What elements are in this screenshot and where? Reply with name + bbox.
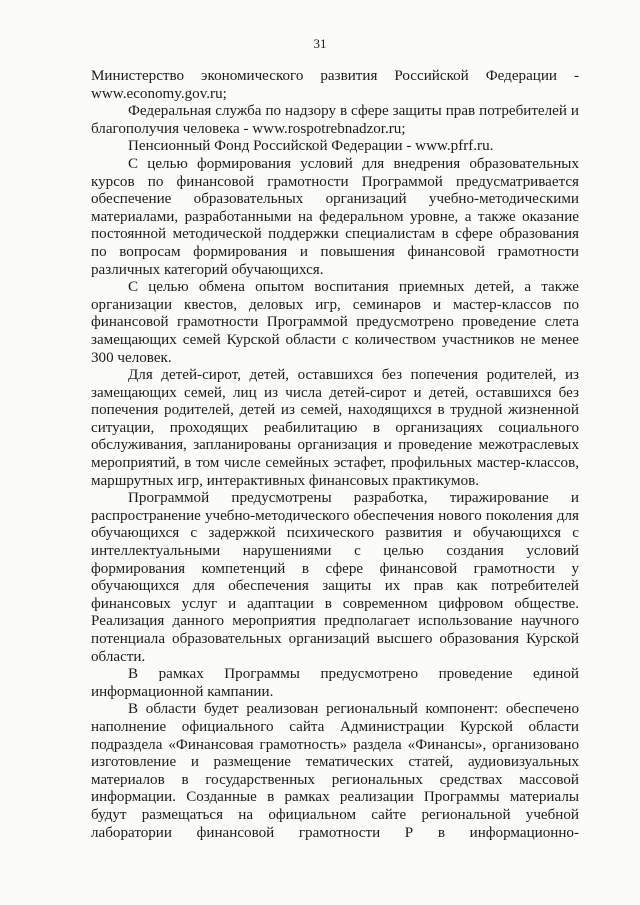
page-number: 31 [313,36,327,51]
paragraph-teaching-materials: Программой предусмотрены разработка, тиражирование и распространение учебно-методического обеспечения нового поколения для обучающихся с задержкой психического развития и обучающихся с интеллектуальными нарушениями с целью создания условий формирования компетенций в сфере финансовой грамотности у обучающихся для обеспечения защиты их прав как потребителей финансовых услуг и адаптации в современном цифровом обществе. Реализация данного мероприятия предполагает использование научного потенциала образовательных организаций высшего образования Курской области. [91,490,579,665]
paragraph-pension-fund: Пенсионный Фонд Российской Федерации - www.pfrf.ru. [128,138,494,155]
paragraph-information-campaign: В рамках Программы предусмотрено проведение единой информационной кампании. [91,666,579,700]
paragraph-ministry-economy: Министерство экономического развития Российской Федерации - www.economy.gov.ru; [91,68,579,102]
paragraph-regional-component: В области будет реализован региональный компонент: обеспечено наполнение официального сайта Администрации Курской области подраздела «Финансовая грамотность» раздела «Финансы», организовано изготовление и размещение тематических статей, аудиовизуальных материалов в государственных региональных средствах массовой информации. Созданные в рамках реализации Программы материалы будут размещаться на официальном сайте региональной учебной лаборатории финансовой грамотности Р в информационно- [91,701,579,841]
paragraph-rospotrebnadzor: Федеральная служба по надзору в сфере защиты прав потребителей и благополучия человека - www.rospotrebnadzor.ru; [91,103,579,137]
paragraph-courses-conditions: С целью формирования условий для внедрения образовательных курсов по финансовой грамотности Программой предусматривается обеспечение образовательных организаций учебно-методическими материалами, разработанными на федеральном уровне, а также оказание постоянной методической поддержки специалистам в сфере образования по вопросам формирования и повышения финансовой грамотности различных категорий обучающихся. [91,155,579,278]
paragraph-foster-families-rally: С целью обмена опытом воспитания приемных детей, а также организации квестов, деловых игр, семинаров и мастер-классов по финансовой грамотности Программой предусмотрено проведение слета замещающих семей Курской области с количеством участников не менее 300 человек. [91,279,579,366]
document-body [91,68,579,842]
paragraph-orphans-events: Для детей-сирот, детей, оставшихся без попечения родителей, из замещающих семей, лиц из числа детей-сирот и детей, оставшихся без попечения родителей, детей из семей, находящихся в трудной жизненной ситуации, проходящих реабилитацию в организациях социального обслуживания, запланированы организация и проведение межотраслевых мероприятий, в том числе семейных эстафет, профильных мастер-классов, маршрутных игр, интерактивных финансовых практикумов. [91,367,579,489]
